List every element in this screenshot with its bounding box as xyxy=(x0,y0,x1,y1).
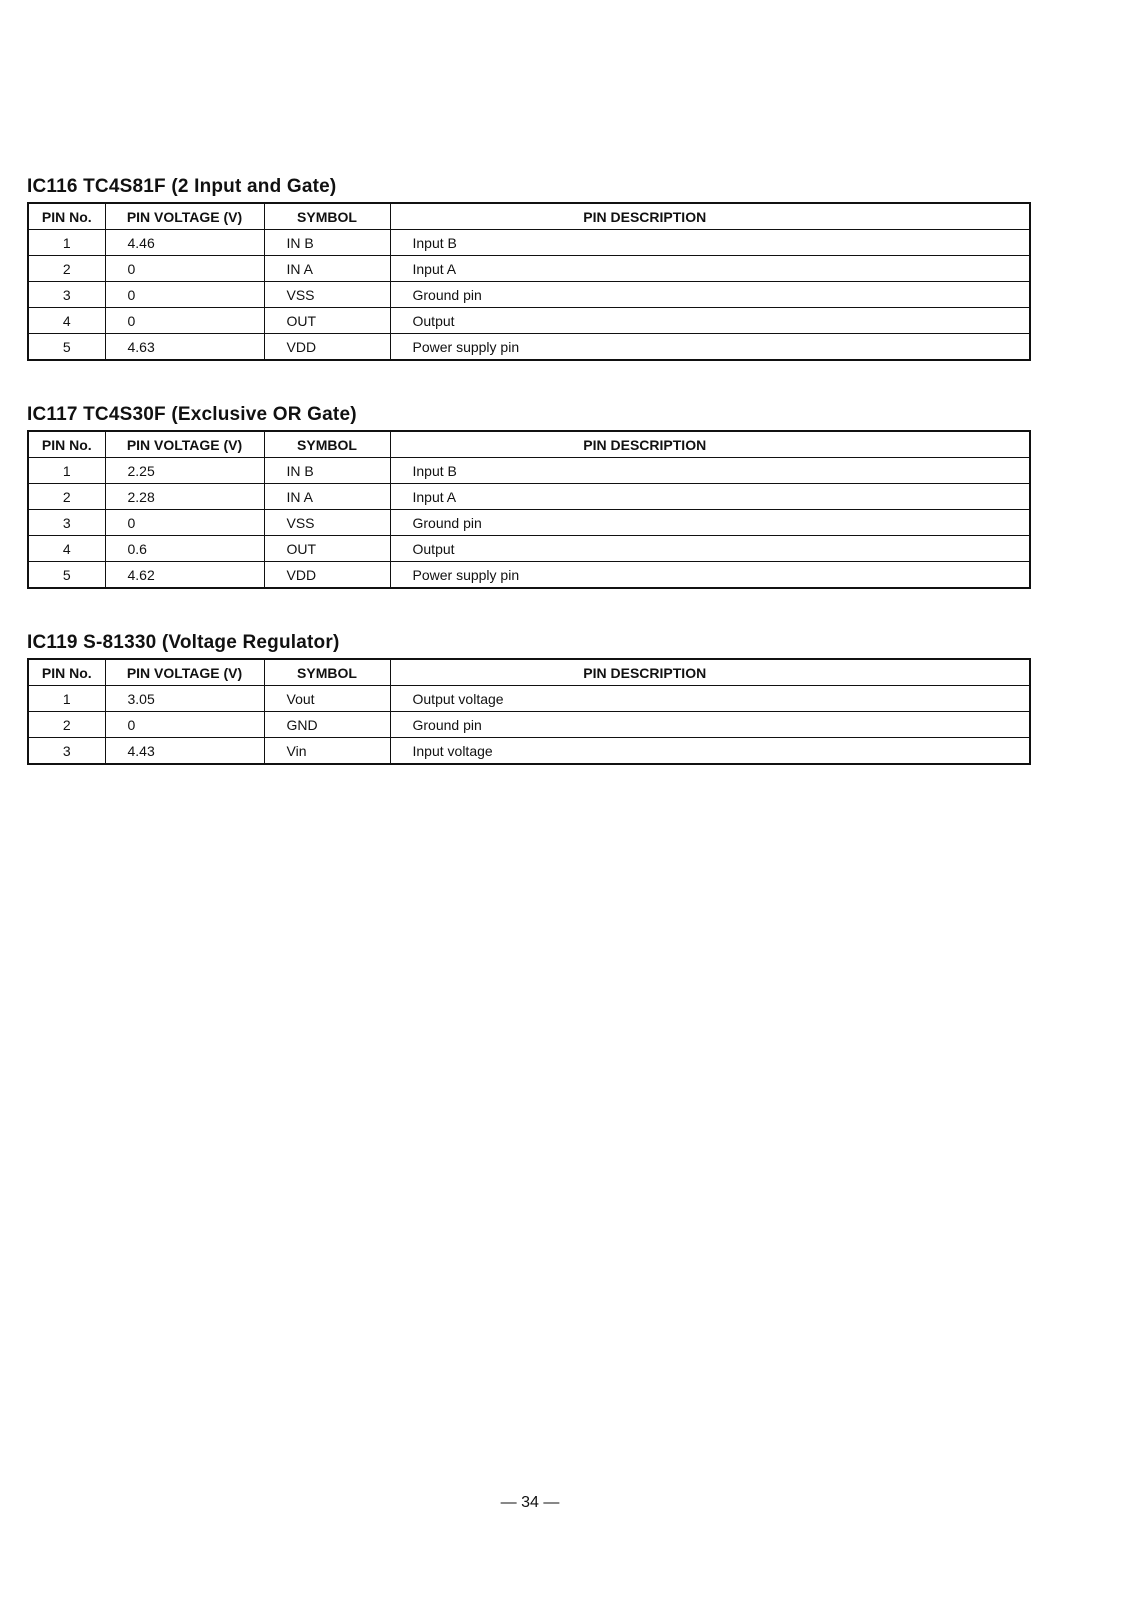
pin-voltage: 4.43 xyxy=(105,738,264,765)
pin-description: Power supply pin xyxy=(390,334,1030,361)
table-row xyxy=(28,458,1030,484)
header-pin-voltage: PIN VOLTAGE (V) xyxy=(105,659,264,686)
table-row xyxy=(28,308,1030,334)
table-row xyxy=(28,484,1030,510)
pin-description: Output xyxy=(390,308,1030,334)
table-row xyxy=(28,282,1030,308)
header-pin-voltage: PIN VOLTAGE (V) xyxy=(105,431,264,458)
table-row xyxy=(28,712,1030,738)
header-pin-no: PIN No. xyxy=(28,659,105,686)
header-symbol: SYMBOL xyxy=(264,431,390,458)
page-number: — 34 — xyxy=(500,1494,560,1511)
pin-voltage: 0 xyxy=(105,308,264,334)
pin-number: 1 xyxy=(28,230,105,256)
table-title: IC117 TC4S30F (Exclusive OR Gate) xyxy=(27,404,357,425)
pin-symbol: VSS xyxy=(264,510,390,536)
pin-number: 1 xyxy=(28,458,105,484)
table-section-ic116 xyxy=(27,176,1029,361)
table-row xyxy=(28,738,1030,765)
pin-number: 4 xyxy=(28,536,105,562)
pin-number: 2 xyxy=(28,484,105,510)
pin-description: Input A xyxy=(390,484,1030,510)
pin-symbol: IN A xyxy=(264,484,390,510)
pin-table xyxy=(27,430,1031,589)
header-symbol: SYMBOL xyxy=(264,203,390,230)
pin-description: Output xyxy=(390,536,1030,562)
pin-symbol: VDD xyxy=(264,562,390,589)
table-header-row xyxy=(28,431,1030,458)
table-row xyxy=(28,686,1030,712)
header-pin-description: PIN DESCRIPTION xyxy=(390,659,1030,686)
header-symbol: SYMBOL xyxy=(264,659,390,686)
pin-number: 3 xyxy=(28,282,105,308)
table-row xyxy=(28,536,1030,562)
header-pin-no: PIN No. xyxy=(28,431,105,458)
table-title: IC119 S-81330 (Voltage Regulator) xyxy=(27,632,340,653)
pin-number: 4 xyxy=(28,308,105,334)
pin-number: 3 xyxy=(28,738,105,765)
table-row xyxy=(28,510,1030,536)
pin-voltage: 0 xyxy=(105,282,264,308)
pin-symbol: Vout xyxy=(264,686,390,712)
pin-description: Ground pin xyxy=(390,510,1030,536)
pin-symbol: OUT xyxy=(264,536,390,562)
pin-voltage: 4.46 xyxy=(105,230,264,256)
pin-voltage: 0.6 xyxy=(105,536,264,562)
pin-symbol: IN B xyxy=(264,458,390,484)
pin-voltage: 2.25 xyxy=(105,458,264,484)
table-title: IC116 TC4S81F (2 Input and Gate) xyxy=(27,176,337,197)
pin-symbol: VSS xyxy=(264,282,390,308)
pin-voltage: 0 xyxy=(105,256,264,282)
pin-table xyxy=(27,658,1031,765)
pin-table xyxy=(27,202,1031,361)
pin-description: Input B xyxy=(390,230,1030,256)
header-pin-voltage: PIN VOLTAGE (V) xyxy=(105,203,264,230)
pin-symbol: VDD xyxy=(264,334,390,361)
pin-description: Ground pin xyxy=(390,712,1030,738)
pin-voltage: 2.28 xyxy=(105,484,264,510)
pin-description: Ground pin xyxy=(390,282,1030,308)
pin-voltage: 4.62 xyxy=(105,562,264,589)
pin-number: 5 xyxy=(28,334,105,361)
table-section-ic117 xyxy=(27,404,1029,589)
table-header-row xyxy=(28,203,1030,230)
header-pin-no: PIN No. xyxy=(28,203,105,230)
pin-number: 5 xyxy=(28,562,105,589)
pin-description: Input voltage xyxy=(390,738,1030,765)
pin-description: Input B xyxy=(390,458,1030,484)
table-row xyxy=(28,230,1030,256)
header-pin-description: PIN DESCRIPTION xyxy=(390,203,1030,230)
pin-symbol: GND xyxy=(264,712,390,738)
header-pin-description: PIN DESCRIPTION xyxy=(390,431,1030,458)
pin-description: Power supply pin xyxy=(390,562,1030,589)
pin-symbol: IN B xyxy=(264,230,390,256)
pin-number: 1 xyxy=(28,686,105,712)
pin-voltage: 0 xyxy=(105,712,264,738)
pin-voltage: 0 xyxy=(105,510,264,536)
table-header-row xyxy=(28,659,1030,686)
pin-voltage: 3.05 xyxy=(105,686,264,712)
pin-number: 3 xyxy=(28,510,105,536)
table-section-ic119 xyxy=(27,632,1029,765)
pin-symbol: IN A xyxy=(264,256,390,282)
pin-symbol: Vin xyxy=(264,738,390,765)
pin-description: Output voltage xyxy=(390,686,1030,712)
pin-voltage: 4.63 xyxy=(105,334,264,361)
pin-number: 2 xyxy=(28,712,105,738)
table-row xyxy=(28,256,1030,282)
pin-description: Input A xyxy=(390,256,1030,282)
pin-symbol: OUT xyxy=(264,308,390,334)
table-row xyxy=(28,562,1030,589)
pin-number: 2 xyxy=(28,256,105,282)
table-row xyxy=(28,334,1030,361)
